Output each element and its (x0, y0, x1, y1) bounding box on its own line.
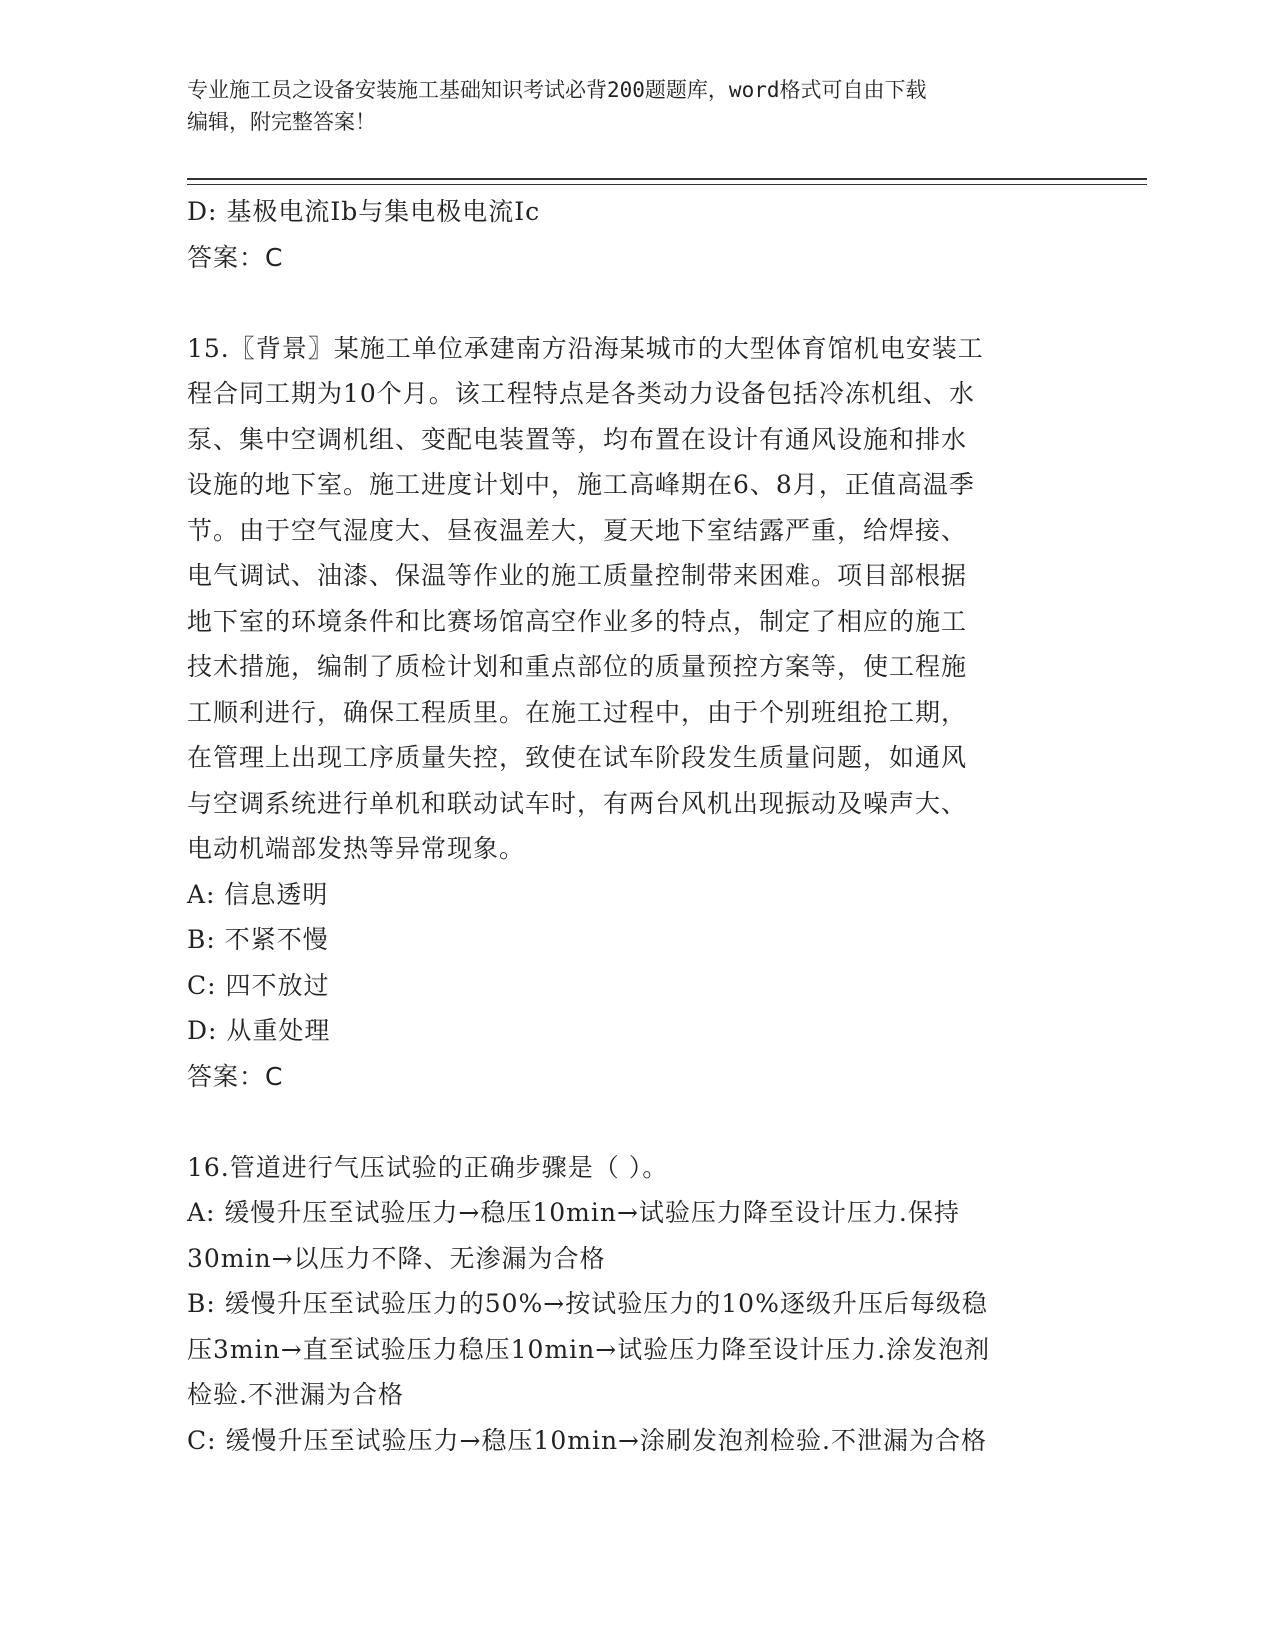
q15-stem-line: 15.〖背景〗某施工单位承建南方沿海某城市的大型体育馆机电安装工 (187, 333, 984, 363)
q15-stem-line: 泵、集中空调机组、变配电装置等，均布置在设计有通风设施和排水 (187, 424, 968, 454)
q15-stem-line: 与空调系统进行单机和联动试车时，有两台风机出现振动及噪声大、 (187, 788, 968, 818)
spacer (187, 1099, 1087, 1145)
q16-option-b-line-1: B: 缓慢升压至试验压力的50%→按试验压力的10%逐级升压后每级稳 (187, 1289, 988, 1318)
header-divider-thick (187, 178, 1147, 180)
q16-option-b-line-3: 检验.不泄漏为合格 (187, 1380, 404, 1409)
q14-option-d: D: 基极电流Ib与集电极电流Ic (187, 197, 541, 226)
q16-stem: 16.管道进行气压试验的正确步骤是（ ）。 (187, 1152, 669, 1182)
q15-stem-line: 在管理上出现工序质量失控，致使在试车阶段发生质量问题，如通风 (187, 743, 968, 772)
q16-option-a-line-2: 30min→以压力不降、无渗漏为合格 (187, 1243, 606, 1273)
header-title-line-2: 编辑，附完整答案！ (187, 110, 376, 134)
page-header (187, 74, 1087, 138)
q16-option-a-line-1: A: 缓慢升压至试验压力→稳压10min→试验压力降至设计压力.保持 (187, 1198, 960, 1227)
q15-option-a: A: 信息透明 (187, 879, 329, 909)
q16-option-b-line-2: 压3min→直至试验压力稳压10min→试验压力降至设计压力.涂发泡剂 (187, 1334, 991, 1364)
q15-option-c: C: 四不放过 (187, 970, 330, 1000)
q15-stem-line: 节。由于空气湿度大、昼夜温差大，夏天地下室结露严重，给焊接、 (187, 515, 968, 545)
q15-stem-line: 电气调试、油漆、保温等作业的施工质量控制带来困难。项目部根据 (187, 561, 968, 590)
q15-stem-line: 设施的地下室。施工进度计划中，施工高峰期在6、8月，正值高温季 (187, 470, 975, 499)
q14-answer: 答案：C (187, 242, 284, 272)
q15-stem-line: 地下室的环境条件和比赛场馆高空作业多的特点，制定了相应的施工 (187, 606, 968, 636)
q15-stem-line: 技术措施，编制了质检计划和重点部位的质量预控方案等，使工程施 (187, 652, 968, 681)
q15-stem-line: 电动机端部发热等异常现象。 (187, 834, 526, 863)
q15-answer: 答案：C (187, 1061, 284, 1091)
document-body (187, 189, 1087, 1463)
q16-option-c: C: 缓慢升压至试验压力→稳压10min→涂刷发泡剂检验.不泄漏为合格 (187, 1425, 987, 1455)
q15-stem (187, 326, 1087, 872)
header-divider-thin (187, 184, 1147, 185)
header-title-line-1: 专业施工员之设备安装施工基础知识考试必背200题题库，word格式可自由下载 (187, 78, 927, 102)
q15-stem-line: 工顺利进行，确保工程质里。在施工过程中，由于个别班组抢工期， (187, 697, 968, 727)
q15-stem-line: 程合同工期为10个月。该工程特点是各类动力设备包括冷冻机组、水 (187, 379, 975, 408)
q15-option-d: D: 从重处理 (187, 1016, 331, 1045)
q15-option-b: B: 不紧不慢 (187, 925, 329, 954)
spacer (187, 280, 1087, 326)
